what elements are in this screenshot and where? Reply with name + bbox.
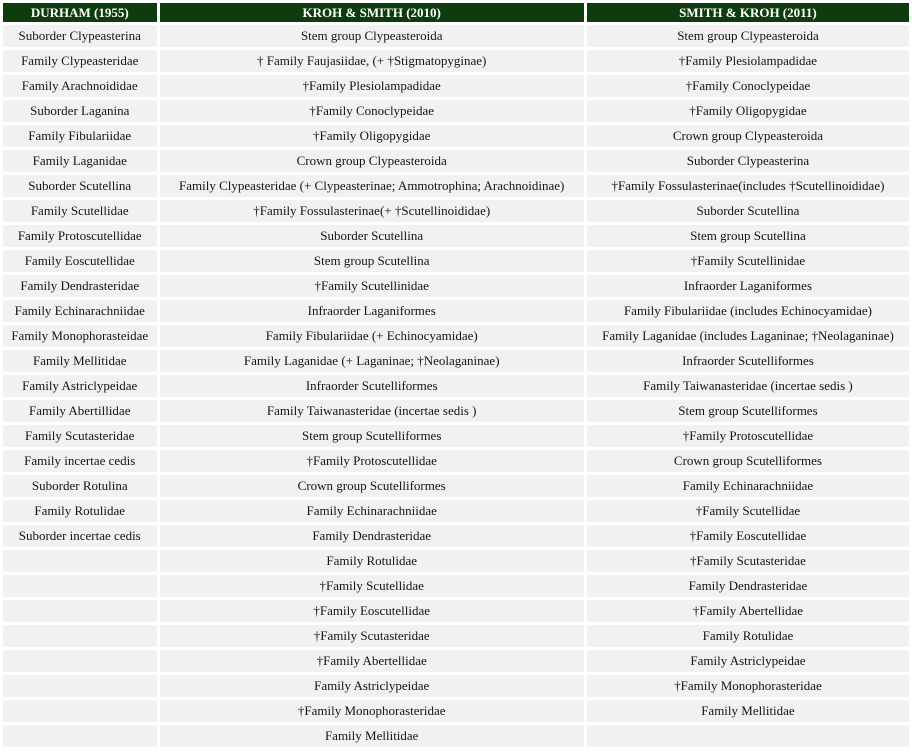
durham-1955-cell: Family Rotulidae	[3, 500, 157, 522]
smith-kroh-2011-cell: Family Astriclypeidae	[587, 650, 909, 672]
table-row	[3, 400, 909, 422]
kroh-smith-2010-cell: †Family Oligopygidae	[160, 125, 584, 147]
kroh-smith-2010-cell: Stem group Clypeasteroida	[160, 25, 584, 47]
smith-kroh-2011-cell	[587, 725, 909, 747]
durham-1955-cell: Suborder Laganina	[3, 100, 157, 122]
table-row	[3, 550, 909, 572]
table-row	[3, 275, 909, 297]
table-row	[3, 50, 909, 72]
smith-kroh-2011-cell: †Family Eoscutellidae	[587, 525, 909, 547]
table-row	[3, 600, 909, 622]
table-row	[3, 175, 909, 197]
kroh-smith-2010-cell: †Family Abertellidae	[160, 650, 584, 672]
smith-kroh-2011-cell: †Family Fossulasterinae(includes †Scutellinoididae)	[587, 175, 909, 197]
durham-1955-cell: Suborder Clypeasterina	[3, 25, 157, 47]
smith-kroh-2011-cell: Crown group Clypeasteroida	[587, 125, 909, 147]
smith-kroh-2011-cell: †Family Plesiolampadidae	[587, 50, 909, 72]
durham-1955-cell: Family Fibulariidae	[3, 125, 157, 147]
kroh-smith-2010-cell: Family Astriclypeidae	[160, 675, 584, 697]
table-row	[3, 100, 909, 122]
table-row	[3, 475, 909, 497]
smith-kroh-2011-cell: †Family Scutasteridae	[587, 550, 909, 572]
table-row	[3, 450, 909, 472]
table-row	[3, 500, 909, 522]
kroh-smith-2010-cell: †Family Conoclypeidae	[160, 100, 584, 122]
kroh-smith-2010-cell: Family Clypeasteridae (+ Clypeasterinae; Ammotrophina; Arachnoidinae)	[160, 175, 584, 197]
durham-1955-cell	[3, 550, 157, 572]
kroh-smith-2010-cell: Crown group Scutelliformes	[160, 475, 584, 497]
durham-1955-cell	[3, 600, 157, 622]
smith-kroh-2011-cell: Family Dendrasteridae	[587, 575, 909, 597]
table-row	[3, 300, 909, 322]
table-row	[3, 525, 909, 547]
durham-1955-cell	[3, 725, 157, 747]
smith-kroh-2011-cell: Family Laganidae (includes Laganinae; †Neolaganinae)	[587, 325, 909, 347]
kroh-smith-2010-cell: Family Mellitidae	[160, 725, 584, 747]
smith-kroh-2011-cell: †Family Protoscutellidae	[587, 425, 909, 447]
durham-1955-cell: Family Abertillidae	[3, 400, 157, 422]
durham-1955-cell: Suborder Scutellina	[3, 175, 157, 197]
table-row	[3, 325, 909, 347]
kroh-smith-2010-cell: Infraorder Laganiformes	[160, 300, 584, 322]
kroh-smith-2010-cell: †Family Scutellidae	[160, 575, 584, 597]
table-row	[3, 250, 909, 272]
smith-kroh-2011-cell: Family Fibulariidae (includes Echinocyamidae)	[587, 300, 909, 322]
column-header-durham-1955: DURHAM (1955)	[3, 3, 157, 22]
table-row	[3, 375, 909, 397]
kroh-smith-2010-cell: Family Laganidae (+ Laganinae; †Neolaganinae)	[160, 350, 584, 372]
durham-1955-cell	[3, 625, 157, 647]
smith-kroh-2011-cell: †Family Oligopygidae	[587, 100, 909, 122]
table-row	[3, 200, 909, 222]
smith-kroh-2011-cell: Family Mellitidae	[587, 700, 909, 722]
smith-kroh-2011-cell: †Family Abertellidae	[587, 600, 909, 622]
durham-1955-cell: Family Mellitidae	[3, 350, 157, 372]
table-row	[3, 575, 909, 597]
kroh-smith-2010-cell: Stem group Scutelliformes	[160, 425, 584, 447]
durham-1955-cell	[3, 675, 157, 697]
column-header-smith-kroh-2011: SMITH & KROH (2011)	[587, 3, 909, 22]
durham-1955-cell	[3, 575, 157, 597]
durham-1955-cell: Family Clypeasteridae	[3, 50, 157, 72]
durham-1955-cell: Family Arachnoididae	[3, 75, 157, 97]
durham-1955-cell: Family Monophorasteidae	[3, 325, 157, 347]
smith-kroh-2011-cell: †Family Conoclypeidae	[587, 75, 909, 97]
durham-1955-cell: Family incertae cedis	[3, 450, 157, 472]
kroh-smith-2010-cell: †Family Plesiolampadidae	[160, 75, 584, 97]
table-row	[3, 625, 909, 647]
kroh-smith-2010-cell: Suborder Scutellina	[160, 225, 584, 247]
kroh-smith-2010-cell: Family Fibulariidae (+ Echinocyamidae)	[160, 325, 584, 347]
smith-kroh-2011-cell: Crown group Scutelliformes	[587, 450, 909, 472]
kroh-smith-2010-cell: Family Dendrasteridae	[160, 525, 584, 547]
kroh-smith-2010-cell: †Family Protoscutellidae	[160, 450, 584, 472]
smith-kroh-2011-cell: Infraorder Laganiformes	[587, 275, 909, 297]
table-row	[3, 225, 909, 247]
kroh-smith-2010-cell: Family Rotulidae	[160, 550, 584, 572]
durham-1955-cell: Suborder Rotulina	[3, 475, 157, 497]
table-row	[3, 650, 909, 672]
kroh-smith-2010-cell: †Family Scutellinidae	[160, 275, 584, 297]
durham-1955-cell: Family Protoscutellidae	[3, 225, 157, 247]
kroh-smith-2010-cell: †Family Fossulasterinae(+ †Scutellinoididae)	[160, 200, 584, 222]
table-row	[3, 150, 909, 172]
durham-1955-cell: Family Astriclypeidae	[3, 375, 157, 397]
smith-kroh-2011-cell: Stem group Scutelliformes	[587, 400, 909, 422]
table-row	[3, 675, 909, 697]
durham-1955-cell: Family Scutellidae	[3, 200, 157, 222]
smith-kroh-2011-cell: †Family Monophorasteridae	[587, 675, 909, 697]
durham-1955-cell: Family Echinarachniidae	[3, 300, 157, 322]
kroh-smith-2010-cell: Infraorder Scutelliformes	[160, 375, 584, 397]
table-row	[3, 25, 909, 47]
durham-1955-cell: Family Scutasteridae	[3, 425, 157, 447]
smith-kroh-2011-cell: Suborder Scutellina	[587, 200, 909, 222]
smith-kroh-2011-cell: †Family Scutellidae	[587, 500, 909, 522]
smith-kroh-2011-cell: Family Taiwanasteridae (incertae sedis )	[587, 375, 909, 397]
durham-1955-cell	[3, 650, 157, 672]
smith-kroh-2011-cell: Stem group Clypeasteroida	[587, 25, 909, 47]
kroh-smith-2010-cell: Crown group Clypeasteroida	[160, 150, 584, 172]
smith-kroh-2011-cell: Infraorder Scutelliformes	[587, 350, 909, 372]
durham-1955-cell: Suborder incertae cedis	[3, 525, 157, 547]
kroh-smith-2010-cell: † Family Faujasiidae, (+ †Stigmatopyginae)	[160, 50, 584, 72]
durham-1955-cell: Family Eoscutellidae	[3, 250, 157, 272]
table-row	[3, 125, 909, 147]
kroh-smith-2010-cell: †Family Monophorasteridae	[160, 700, 584, 722]
durham-1955-cell: Family Laganidae	[3, 150, 157, 172]
table-row	[3, 350, 909, 372]
header-row	[3, 3, 909, 22]
table-row	[3, 725, 909, 747]
smith-kroh-2011-cell: Family Echinarachniidae	[587, 475, 909, 497]
table-row	[3, 700, 909, 722]
durham-1955-cell	[3, 700, 157, 722]
smith-kroh-2011-cell: †Family Scutellinidae	[587, 250, 909, 272]
smith-kroh-2011-cell: Suborder Clypeasterina	[587, 150, 909, 172]
table-row	[3, 75, 909, 97]
kroh-smith-2010-cell: Family Taiwanasteridae (incertae sedis )	[160, 400, 584, 422]
kroh-smith-2010-cell: Stem group Scutellina	[160, 250, 584, 272]
table-row	[3, 425, 909, 447]
kroh-smith-2010-cell: †Family Scutasteridae	[160, 625, 584, 647]
smith-kroh-2011-cell: Stem group Scutellina	[587, 225, 909, 247]
durham-1955-cell: Family Dendrasteridae	[3, 275, 157, 297]
smith-kroh-2011-cell: Family Rotulidae	[587, 625, 909, 647]
table-body	[3, 25, 909, 747]
kroh-smith-2010-cell: †Family Eoscutellidae	[160, 600, 584, 622]
column-header-kroh-smith-2010: KROH & SMITH (2010)	[160, 3, 584, 22]
kroh-smith-2010-cell: Family Echinarachniidae	[160, 500, 584, 522]
